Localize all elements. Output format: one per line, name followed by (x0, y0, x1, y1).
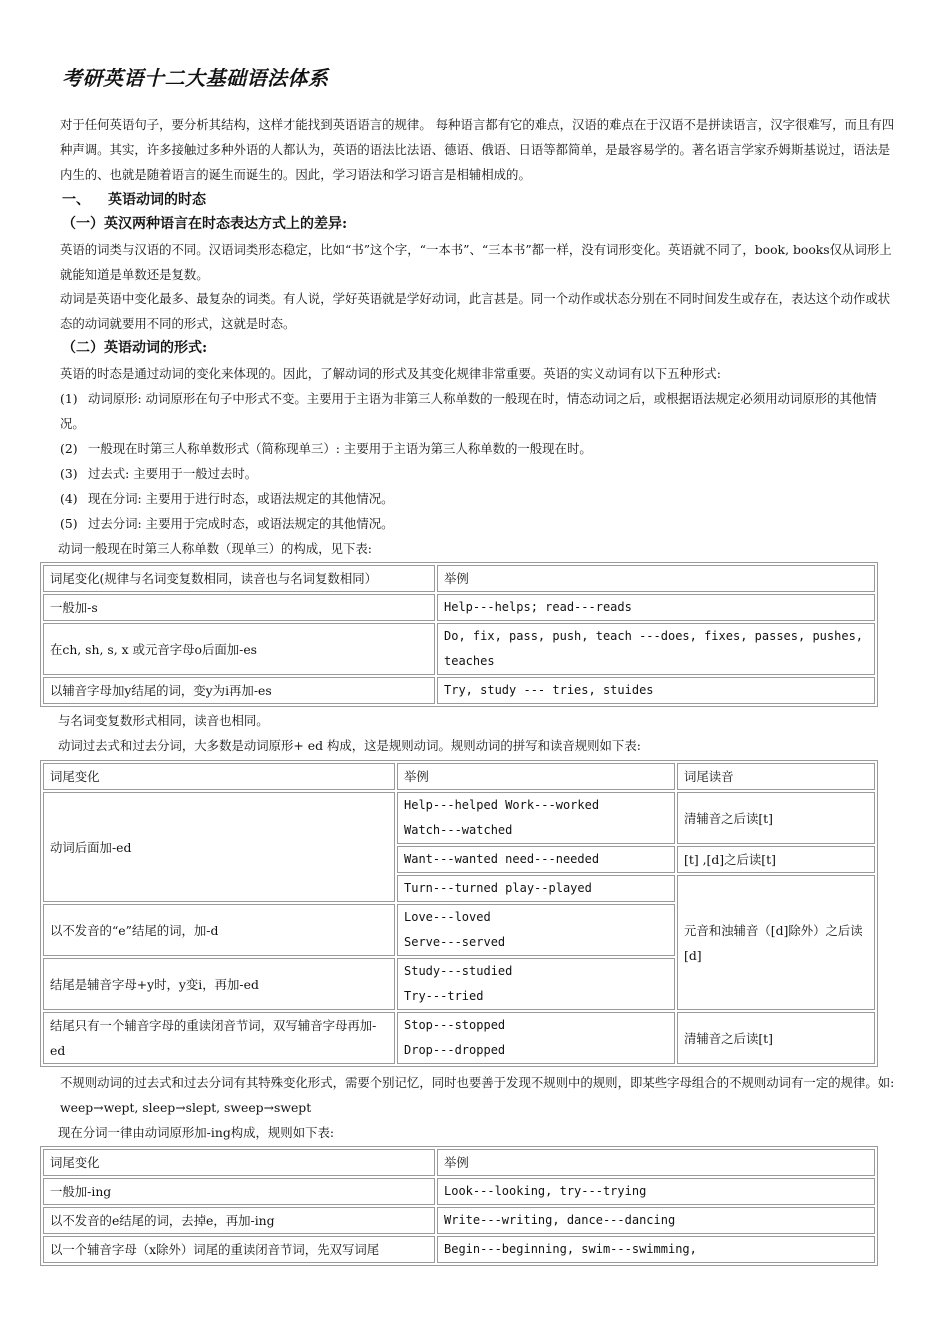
example-line: Watch---watched (404, 823, 513, 837)
table2-intro: 动词过去式和过去分词，大多数是动词原形+ ed 构成，这是规则动词。规则动词的拼写和读音规则如下表: (58, 738, 641, 753)
table-cell: 一般加-ing (43, 1178, 435, 1205)
sub2-paragraph-1: 英语的时态是通过动词的变化来体现的。因此，了解动词的形式及其变化规律非常重要。英语的实义动词有以下五种形式: (60, 366, 721, 381)
table-cell: [t] ,[d]之后读[t] (677, 846, 875, 873)
list-item (60, 386, 898, 436)
table-header-cell: 词尾变化(规律与名词变复数相同，读音也与名词复数相同） (43, 565, 435, 592)
table-past-tense (40, 760, 878, 1067)
page-title: 考研英语十二大基础语法体系 (62, 66, 329, 90)
table-cell: 动词后面加-ed (43, 792, 395, 902)
list-item-text: 现在分词: 主要用于进行时态，或语法规定的其他情况。 (88, 491, 394, 506)
table-row (43, 1178, 875, 1205)
table-cell: 结尾只有一个辅音字母的重读闭音节词，双写辅音字母再加-ed (43, 1012, 395, 1064)
table-cell: Look---looking, try---trying (437, 1178, 875, 1205)
list-item (60, 436, 898, 461)
table-header-cell: 举例 (437, 1149, 875, 1176)
list-item-number: (1) (60, 391, 78, 406)
table-row (43, 623, 875, 675)
table-header-row (43, 1149, 875, 1176)
list-item-text: 动词原形: 动词原形在句子中形式不变。主要用于主语为非第三人称单数的一般现在时，情态动词之后，或根据语法规定必须用动词原形的其他情况。 (60, 391, 877, 431)
after-table1-note: 与名词变复数形式相同，读音也相同。 (58, 713, 269, 728)
table-header-row (43, 565, 875, 592)
table-cell: 以不发音的e结尾的词，去掉e，再加-ing (43, 1207, 435, 1234)
list-item (60, 511, 898, 536)
list-item-number: (5) (60, 516, 78, 531)
table3-intro: 现在分词一律由动词原形加-ing构成，规则如下表: (58, 1125, 335, 1140)
table-cell: 清辅音之后读[t] (677, 792, 875, 844)
table-cell (397, 958, 675, 1010)
table1-intro: 动词一般现在时第三人称单数（现单三）的构成，见下表: (58, 541, 372, 556)
subsection-heading-2: （二）英语动词的形式: (62, 340, 208, 356)
table-cell: Help---helps; read---reads (437, 594, 875, 621)
table-cell: 结尾是辅音字母+y时，y变i，再加-ed (43, 958, 395, 1010)
table-cell: 元音和浊辅音（[d]除外）之后读[d] (677, 875, 875, 1010)
table-header-cell: 举例 (437, 565, 875, 592)
list-item-text: 一般现在时第三人称单数形式（简称现单三）: 主要用于主语为第三人称单数的一般现在时。 (88, 441, 592, 456)
list-item-text: 过去分词: 主要用于完成时态，或语法规定的其他情况。 (88, 516, 394, 531)
example-line: Help---helped Work---worked (404, 798, 600, 812)
example-line: Stop---stopped (404, 1018, 506, 1032)
example-line: Serve---served (404, 935, 506, 949)
list-item (60, 461, 898, 486)
section-heading (62, 188, 206, 213)
irregular-verbs-paragraph: 不规则动词的过去式和过去分词有其特殊变化形式，需要个别记忆，同时也要善于发现不规则中的规则，即某些字母组合的不规则动词有一定的规律。如: weep→wept, sleep→slept, sweep→swept (60, 1075, 895, 1115)
list-item-text: 过去式: 主要用于一般过去时。 (88, 466, 258, 481)
list-item-number: (4) (60, 491, 78, 506)
section-number: 一、 (62, 192, 90, 208)
table-header-cell: 词尾读音 (677, 763, 875, 790)
table-row (43, 792, 875, 844)
table-cell (397, 792, 675, 844)
table-cell: 以一个辅音字母（x除外）词尾的重读闭音节词，先双写词尾 (43, 1236, 435, 1263)
table-cell: 以辅音字母加y结尾的词，变y为i再加-es (43, 677, 435, 704)
table-present-participle (40, 1146, 878, 1266)
table-cell: Want---wanted need---needed (397, 846, 675, 873)
list-item-number: (2) (60, 441, 78, 456)
table-header-cell: 举例 (397, 763, 675, 790)
table-cell (397, 904, 675, 956)
table-header-row (43, 763, 875, 790)
example-line: Study---studied (404, 964, 513, 978)
table-cell: 以不发音的“e”结尾的词，加-d (43, 904, 395, 956)
table-header-cell: 词尾变化 (43, 1149, 435, 1176)
example-line: Love---loved (404, 910, 491, 924)
sub1-paragraph-1: 英语的词类与汉语的不同。汉语词类形态稳定，比如“书”这个字，“一本书”、“三本书”都一样，没有词形变化。英语就不同了，book, books仅从词形上就能知道是单数还是复数。 (60, 242, 892, 282)
list-item-number: (3) (60, 466, 78, 481)
table-cell: 一般加-s (43, 594, 435, 621)
table-row (43, 594, 875, 621)
intro-paragraph: 对于任何英语句子，要分析其结构，这样才能找到英语语言的规律。 每种语言都有它的难点，汉语的难点在于汉语不是拼读语言，汉字很难写，而且有四种声调。其实，许多接触过多种外语的人都认为，英语的语法比法语、德语、俄语、日语等都简单，是最容易学的。著名语言学家乔姆斯基说过，语法是内生的、也就是随着语言的诞生而诞生的。因此，学习语法和学习语言是相辅相成的。 (60, 117, 895, 182)
table-cell: Write---writing, dance---dancing (437, 1207, 875, 1234)
section-title: 英语动词的时态 (108, 192, 206, 208)
table-third-person-singular (40, 562, 878, 707)
table-cell: Turn---turned play--played (397, 875, 675, 902)
table-cell: Try, study --- tries, stuides (437, 677, 875, 704)
table-cell (397, 1012, 675, 1064)
table-cell: Begin---beginning, swim---swimming, (437, 1236, 875, 1263)
table-cell: 清辅音之后读[t] (677, 1012, 875, 1064)
list-item (60, 486, 898, 511)
sub1-paragraph-2: 动词是英语中变化最多、最复杂的词类。有人说，学好英语就是学好动词，此言甚是。同一个动作或状态分别在不同时间发生或存在，表达这个动作或状态的动词就要用不同的形式，这就是时态。 (60, 291, 891, 331)
table-row (43, 677, 875, 704)
example-line: Try---tried (404, 989, 484, 1003)
table-row (43, 1236, 875, 1263)
table-cell: 在ch, sh, s, x 或元音字母o后面加-es (43, 623, 435, 675)
example-line: Drop---dropped (404, 1043, 506, 1057)
table-cell: Do, fix, pass, push, teach ---does, fixes, passes, pushes, teaches (437, 623, 875, 675)
subsection-heading-1: （一）英汉两种语言在时态表达方式上的差异: (62, 216, 348, 232)
table-row (43, 1207, 875, 1234)
table-header-cell: 词尾变化 (43, 763, 395, 790)
table-row (43, 1012, 875, 1064)
